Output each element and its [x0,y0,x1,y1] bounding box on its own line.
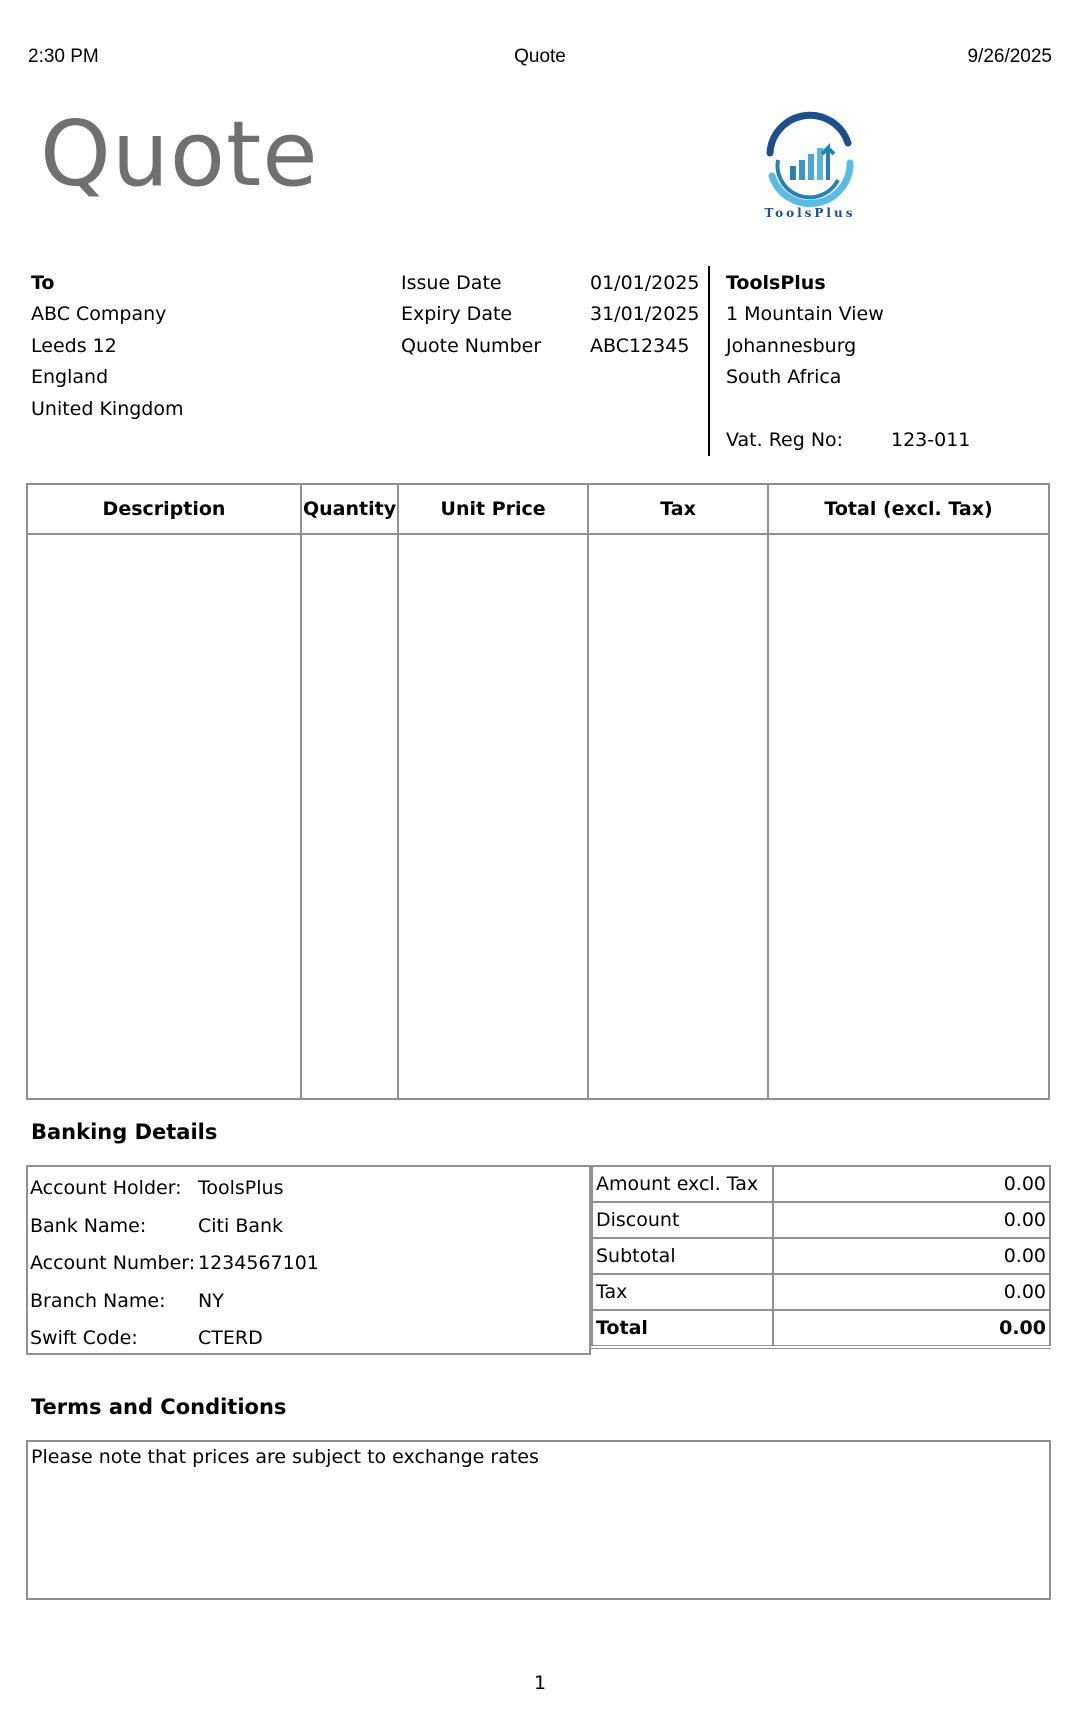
company-address-line: 1 Mountain View [726,303,884,325]
bank-value: ToolsPlus [198,1177,284,1199]
bank-label: Swift Code: [30,1327,138,1349]
company-address-line: South Africa [726,366,842,388]
totals-value: 0.00 [773,1202,1050,1238]
issue-date-label: Issue Date [401,272,502,294]
bank-value: NY [198,1290,224,1312]
bank-label: Branch Name: [30,1290,166,1312]
totals-row-grand-total [592,1310,1050,1347]
table-cell [588,534,768,1099]
page-title: Quote [40,102,319,207]
column-header-tax: Tax [588,484,768,534]
terms-title: Terms and Conditions [31,1395,287,1419]
totals-row [592,1202,1050,1238]
bank-label: Bank Name: [30,1215,147,1237]
header-divider [708,266,710,456]
banking-details-title: Banking Details [31,1120,218,1144]
terms-text: Please note that prices are subject to exchange rates [31,1446,539,1468]
to-label: To [31,272,55,294]
to-line: ABC Company [31,303,167,325]
totals-value: 0.00 [773,1238,1050,1274]
items-table [26,483,1050,1100]
bank-label: Account Number: [30,1252,196,1274]
print-time: 2:30 PM [28,46,99,67]
to-line: United Kingdom [31,398,184,420]
vat-value: 123-011 [891,429,971,451]
bank-value: Citi Bank [198,1215,284,1237]
table-cell [301,534,398,1099]
totals-table [591,1165,1051,1349]
table-cell [27,534,301,1099]
page-number: 1 [533,1672,547,1694]
company-address-line: Johannesburg [726,335,857,357]
company-logo [750,108,870,226]
totals-value: 0.00 [773,1166,1050,1202]
terms-box [26,1440,1051,1600]
table-cell [768,534,1049,1099]
totals-label: Discount [592,1202,773,1238]
totals-label: Total [592,1310,773,1347]
to-line: Leeds 12 [31,335,117,357]
print-date: 9/26/2025 [967,46,1052,67]
issue-date-value: 01/01/2025 [590,272,700,294]
print-doc-title: Quote [514,46,566,67]
vat-label: Vat. Reg No: [726,429,844,451]
totals-row [592,1274,1050,1310]
column-header-total: Total (excl. Tax) [768,484,1049,534]
totals-row [592,1166,1050,1202]
expiry-date-label: Expiry Date [401,303,513,325]
column-header-description: Description [27,484,301,534]
table-row [27,534,1049,1099]
totals-value: 0.00 [773,1310,1050,1347]
bank-label: Account Holder: [30,1177,182,1199]
totals-label: Tax [592,1274,773,1310]
logo-text: ToolsPlus [764,206,856,220]
company-name: ToolsPlus [726,272,826,294]
totals-label: Amount excl. Tax [592,1166,773,1202]
quote-number-label: Quote Number [401,335,542,357]
expiry-date-value: 31/01/2025 [590,303,700,325]
quote-number-value: ABC12345 [590,335,690,357]
column-header-quantity: Quantity [301,484,398,534]
to-line: England [31,366,109,388]
column-header-unit-price: Unit Price [398,484,588,534]
chart-arrow-logo-icon [750,108,870,208]
totals-row [592,1238,1050,1274]
bank-value: 1234567101 [198,1252,319,1274]
totals-value: 0.00 [773,1274,1050,1310]
table-cell [398,534,588,1099]
bank-value: CTERD [198,1327,263,1349]
totals-label: Subtotal [592,1238,773,1274]
